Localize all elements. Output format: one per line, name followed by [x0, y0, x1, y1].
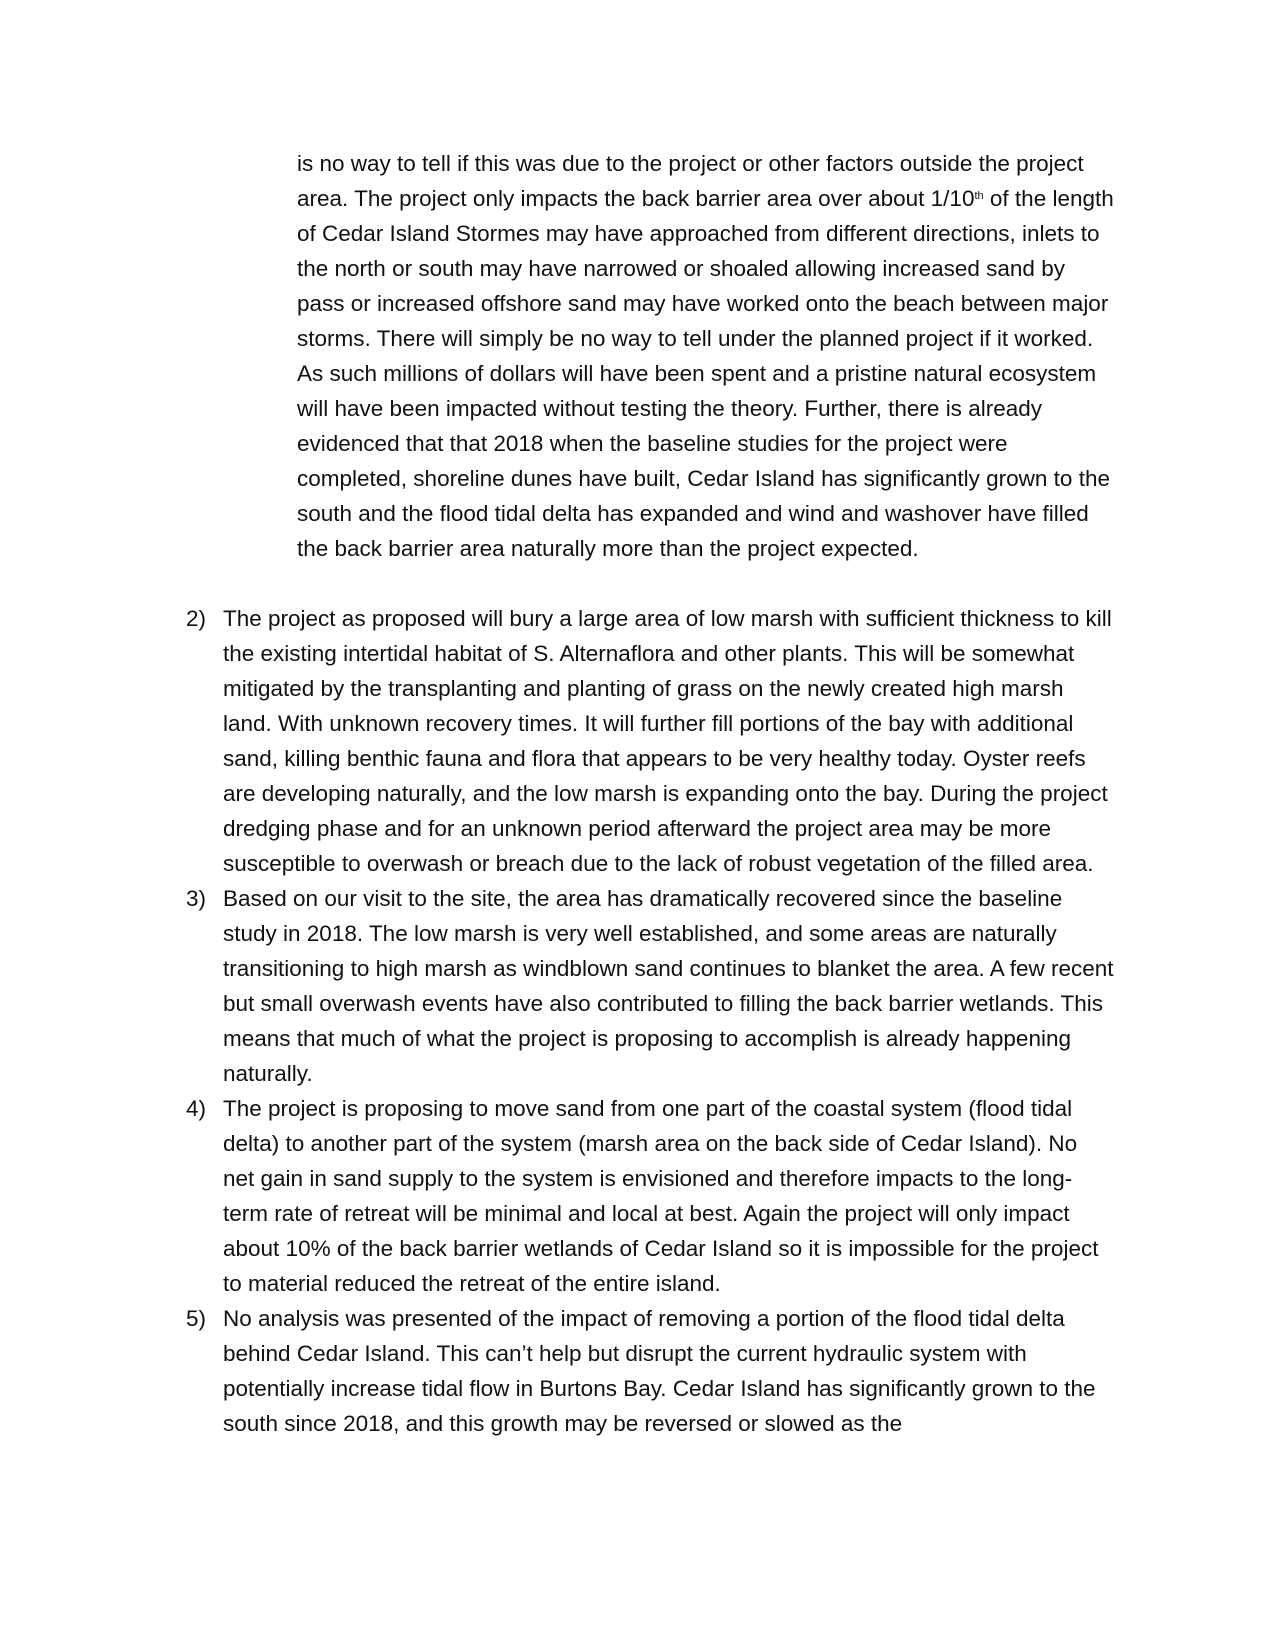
item-number: 3)	[186, 886, 207, 911]
list-item	[186, 1301, 1114, 1441]
item-text: The project as proposed will bury a large area of low marsh with sufficient thickness to kill the existing intertidal habitat of S. Alternaflora and other plants. This will be somewhat mitigated by the transplanting and planting of grass on the newly created high marsh land. With unknown recovery times. It will further fill portions of the bay with additional sand, killing benthic fauna and flora that appears to be very healthy today. Oyster reefs are developing naturally, and the low marsh is expanding onto the bay. During the project dredging phase and for an unknown period afterward the project area may be more susceptible to overwash or breach due to the lack of robust vegetation of the filled area.	[223, 606, 1112, 876]
list-item	[186, 1091, 1114, 1301]
item-text: No analysis was presented of the impact of removing a portion of the flood tidal delta behind Cedar Island. This can’t help but disrupt the current hydraulic system with potentially increase tidal flow in Burtons Bay. Cedar Island has significantly grown to the south since 2018, and this growth may be reversed or slowed as the	[223, 1306, 1096, 1436]
numbered-list	[186, 601, 1114, 1441]
item-number: 2)	[186, 606, 207, 631]
item-number: 5)	[186, 1306, 207, 1331]
ordinal-superscript: th	[974, 190, 984, 202]
continuation-text-start: is no way to tell if this was due to the project or other factors outside the project area. The project only impacts the back barrier area over about 1/10	[297, 151, 1084, 211]
item-number: 4)	[186, 1096, 207, 1121]
item-text: The project is proposing to move sand from one part of the coastal system (flood tidal delta) to another part of the system (marsh area on the back side of Cedar Island). No net gain in sand supply to the system is envisioned and therefore impacts to the long-term rate of retreat will be minimal and local at best. Again the project will only impact about 10% of the back barrier wetlands of Cedar Island so it is impossible for the project to material reduced the retreat of the entire island.	[223, 1096, 1099, 1296]
continuation-paragraph	[297, 146, 1117, 566]
continuation-text-end: of the length of Cedar Island Stormes may have approached from different directions, inlets to the north or south may have narrowed or shoaled allowing increased sand by pass or increased offshore sand may have worked onto the beach between major storms. There will simply be no way to tell under the planned project if it worked. As such millions of dollars will have been spent and a pristine natural ecosystem will have been impacted without testing the theory. Further, there is already evidenced that that 2018 when the baseline studies for the project were completed, shoreline dunes have built, Cedar Island has significantly grown to the south and the flood tidal delta has expanded and wind and washover have filled the back barrier area naturally more than the project expected.	[297, 186, 1114, 561]
list-item	[186, 881, 1114, 1091]
list-item	[186, 601, 1114, 881]
item-text: Based on our visit to the site, the area has dramatically recovered since the baseline study in 2018. The low marsh is very well established, and some areas are naturally transitioning to high marsh as windblown sand continues to blanket the area. A few recent but small overwash events have also contributed to filling the back barrier wetlands. This means that much of what the project is proposing to accomplish is already happening naturally.	[223, 886, 1114, 1086]
